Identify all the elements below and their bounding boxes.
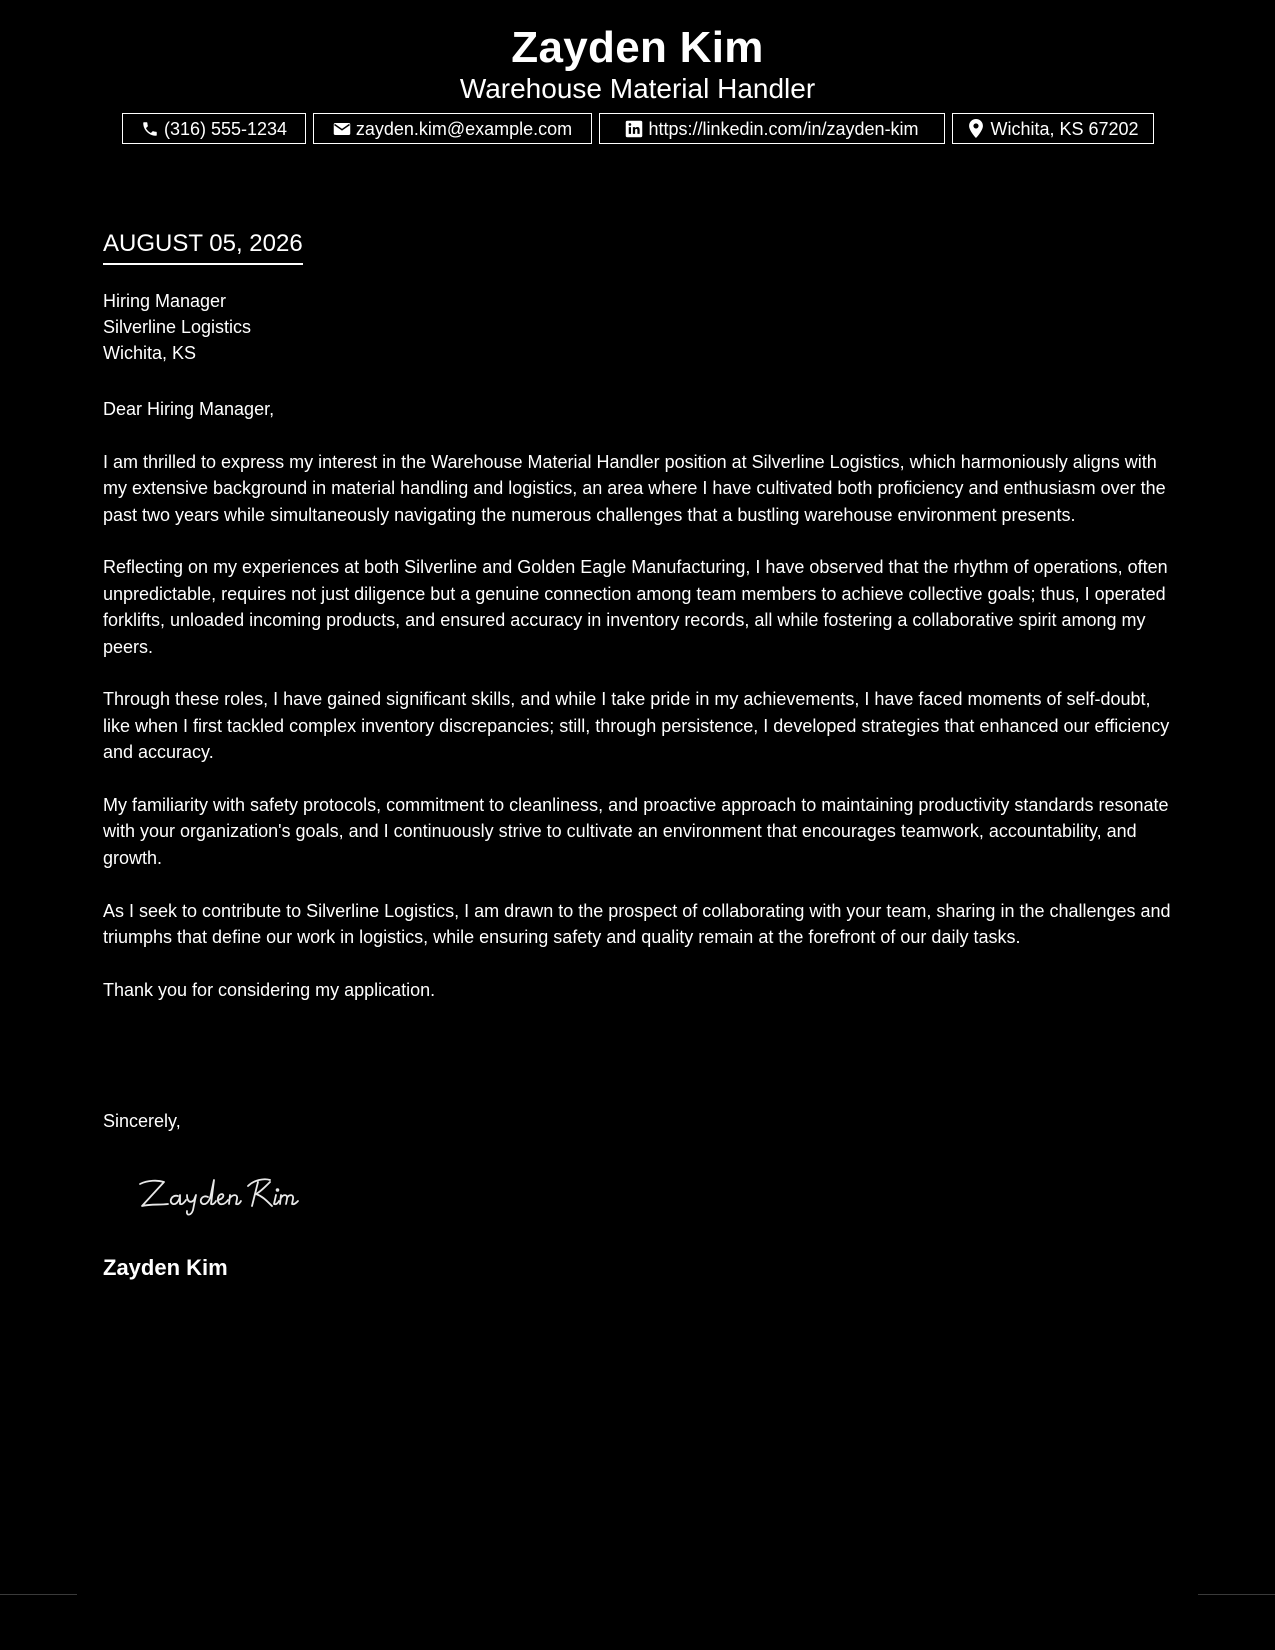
contact-phone [122, 113, 306, 144]
page-corner-rule-right [1198, 1594, 1275, 1595]
body-paragraph: Reflecting on my experiences at both Silverline and Golden Eagle Manufacturing, I have observed that the rhythm of operations, often unpredictable, requires not just diligence but a genuine connection among team members to achieve collective goals; thus, I operated forklifts, unloaded incoming products, and ensured accuracy in inventory records, all while fostering a collaborative spirit among my peers. [103, 557, 1168, 657]
applicant-job-title: Warehouse Material Handler [459, 73, 816, 104]
contact-email-text: zayden.kim@example.com [355, 118, 573, 139]
body-paragraph: As I seek to contribute to Silverline Logistics, I am drawn to the prospect of collaborating with your team, sharing in the challenges and triumphs that define our work in logistics, while ensuring safety and quality remain at the forefront of our daily tasks. [103, 900, 1171, 948]
signer-name: Zayden Kim [103, 1255, 228, 1280]
salutation: Dear Hiring Manager, [103, 399, 275, 419]
applicant-name: Zayden Kim [511, 23, 764, 72]
body-paragraph: Through these roles, I have gained significant skills, and while I take pride in my achievements, I have faced moments of self-doubt, like when I first tackled complex inventory discrepancies; still, through persistence, I developed strategies that enhanced our efficiency and accuracy. [103, 689, 1170, 763]
recipient-name: Hiring Manager [103, 291, 227, 311]
contact-bar [0, 113, 1275, 144]
body-paragraph: My familiarity with safety protocols, commitment to cleanliness, and proactive approach to maintaining productivity standards resonate with your organization's goals, and I continuously strive to cultivate an environment that encourages teamwork, accountability, and growth. [103, 795, 1169, 868]
contact-linkedin [599, 113, 945, 144]
contact-phone-text: (316) 555-1234 [163, 118, 288, 139]
recipient-company: Silverline Logistics [103, 317, 252, 337]
contact-location [952, 113, 1154, 144]
recipient-block [103, 288, 251, 366]
handwritten-signature [130, 1164, 350, 1224]
recipient-location: Wichita, KS [103, 343, 197, 363]
contact-linkedin-text: https://linkedin.com/in/zayden-kim [648, 118, 919, 139]
map-marker-icon [966, 119, 986, 139]
letter-body [103, 396, 1173, 1030]
letter-date: AUGUST 05, 2026 [103, 229, 303, 265]
contact-email [313, 113, 592, 144]
linkedin-icon [624, 119, 644, 139]
closing: Sincerely, [103, 1111, 181, 1131]
envelope-icon [332, 119, 352, 139]
phone-icon [140, 119, 160, 139]
body-paragraph: I am thrilled to express my interest in the Warehouse Material Handler position at Silverline Logistics, which harmoniously aligns with my extensive background in material handling and logistics, an area where I have cultivated both proficiency and enthusiasm over the past two years while simultaneously navigating the numerous challenges that a bustling warehouse environment presents. [103, 451, 1166, 525]
thank-you-line: Thank you for considering my application. [103, 979, 436, 1000]
contact-location-text: Wichita, KS 67202 [990, 118, 1139, 139]
page-corner-rule-left [0, 1594, 77, 1595]
